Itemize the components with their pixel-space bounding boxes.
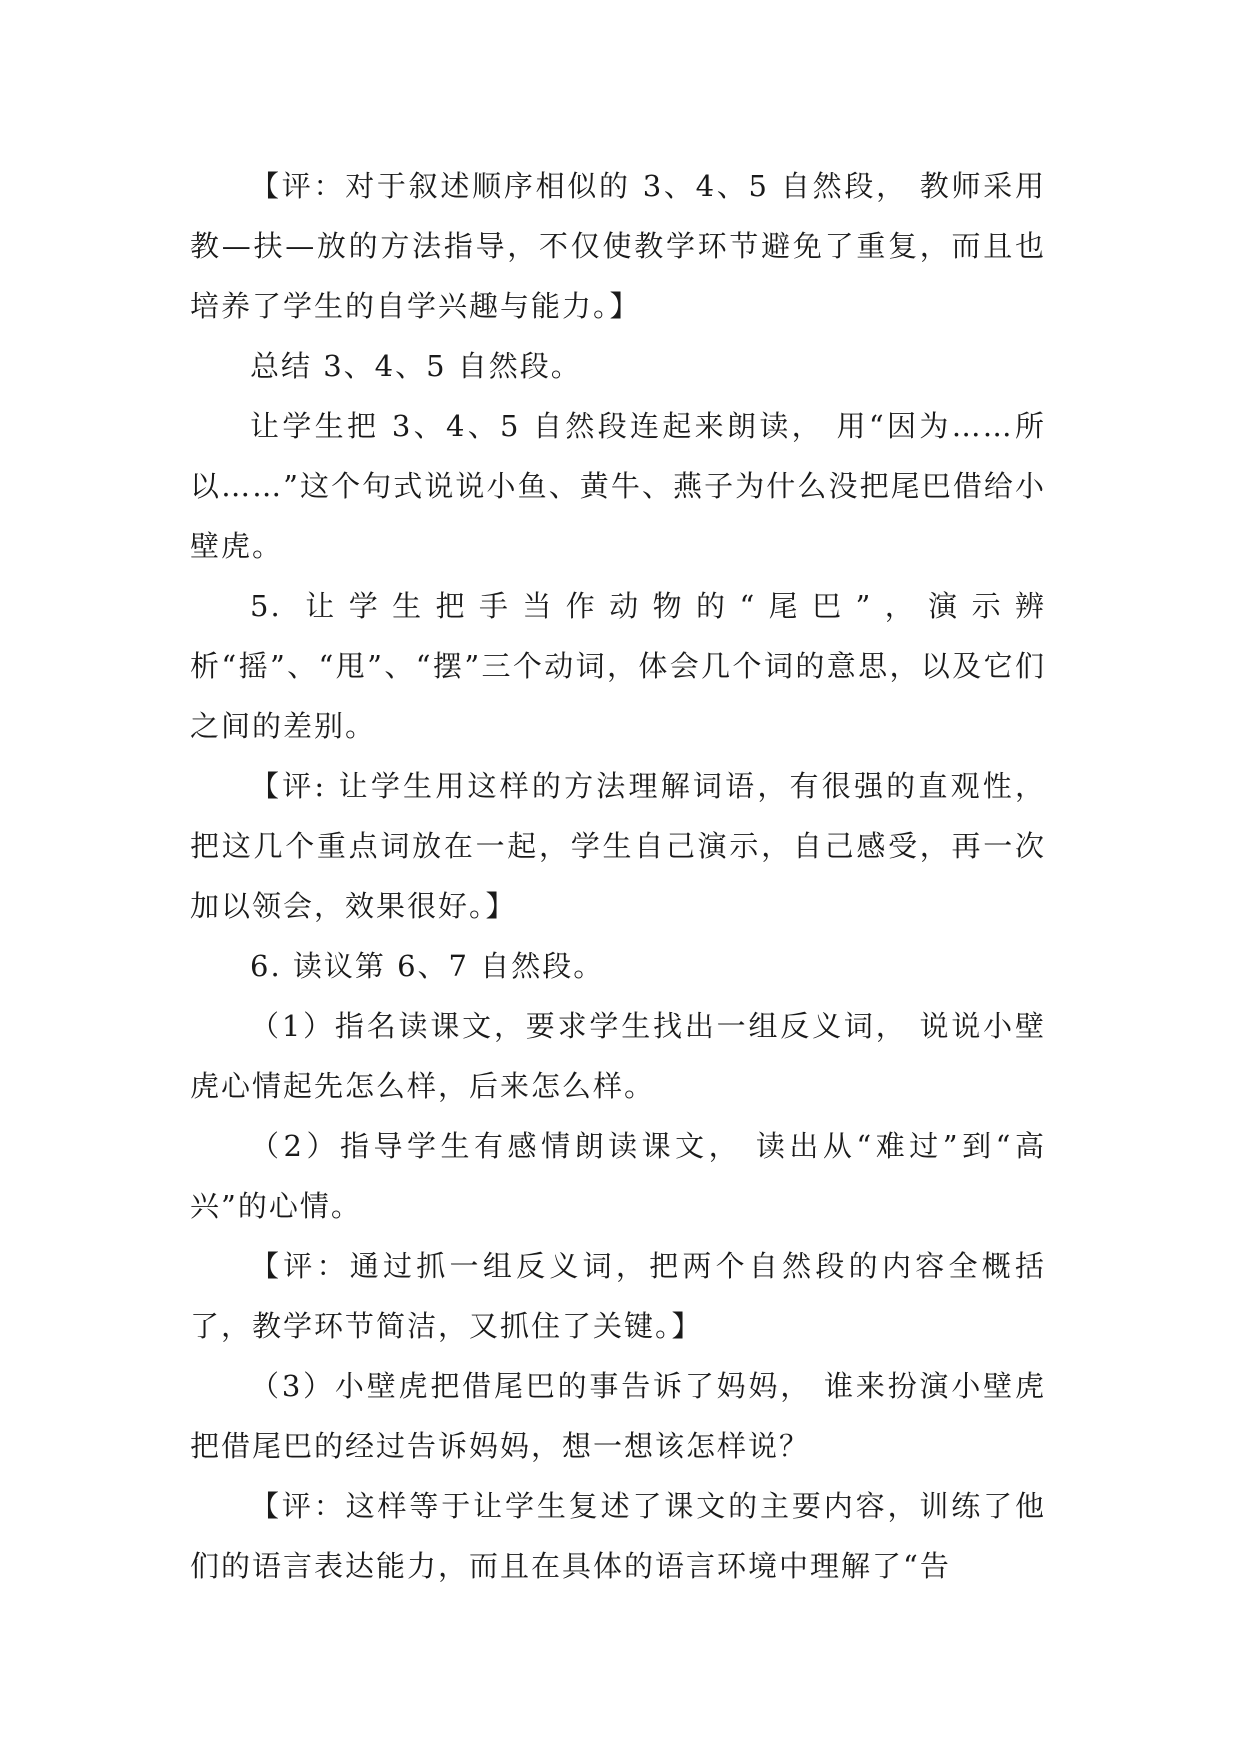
document-body bbox=[190, 156, 1046, 1596]
paragraph-sub-1: （1）指名读课文，要求学生找出一组反义词， 说说小壁虎心情起先怎么样，后来怎么样。 bbox=[190, 1009, 1046, 1103]
paragraph-step-5: 5. 让学生把手当作动物的“尾巴”，演示辨析“摇”、“甩”、“摆”三个动词，体会几个词的意思，以及它们之间的差别。 bbox=[190, 589, 1046, 743]
paragraph-sub-3: （3）小壁虎把借尾巴的事告诉了妈妈， 谁来扮演小壁虎把借尾巴的经过告诉妈妈，想一想该怎样说？ bbox=[190, 1369, 1046, 1463]
paragraph-comment-4: 【评：这样等于让学生复述了课文的主要内容，训练了他们的语言表达能力，而且在具体的语言环境中理解了“告 bbox=[190, 1489, 1046, 1583]
paragraph-comment-2: 【评: 让学生用这样的方法理解词语，有很强的直观性，把这几个重点词放在一起，学生自己演示，自己感受，再一次加以领会，效果很好。】 bbox=[190, 769, 1046, 923]
paragraph-summary-heading: 总结 3、4、5 自然段。 bbox=[250, 349, 582, 383]
paragraph-read-aloud: 让学生把 3、4、5 自然段连起来朗读， 用“因为……所以……”这个句式说说小鱼、黄牛、燕子为什么没把尾巴借给小壁虎。 bbox=[190, 409, 1046, 563]
paragraph-step-6: 6. 读议第 6、7 自然段。 bbox=[250, 949, 605, 983]
paragraph-sub-2: （2）指导学生有感情朗读课文， 读出从“难过”到“高兴”的心情。 bbox=[190, 1129, 1046, 1223]
paragraph-comment-1: 【评：对于叙述顺序相似的 3、4、5 自然段， 教师采用教—扶—放的方法指导，不仅使教学环节避免了重复，而且也培养了学生的自学兴趣与能力。】 bbox=[190, 169, 1046, 323]
paragraph-comment-3: 【评：通过抓一组反义词，把两个自然段的内容全概括了，教学环节简洁，又抓住了关键。】 bbox=[190, 1249, 1046, 1343]
